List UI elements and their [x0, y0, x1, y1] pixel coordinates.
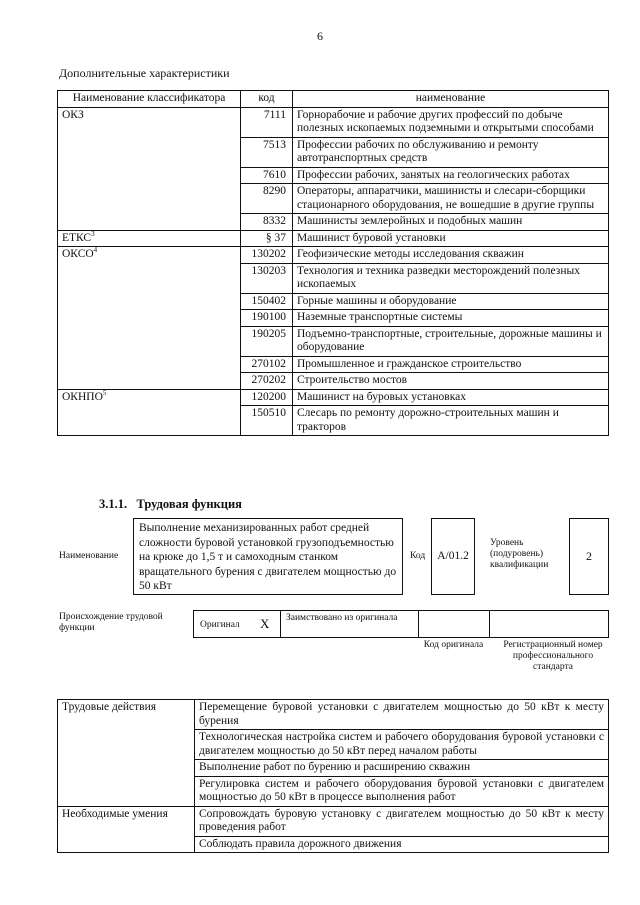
- qualification-level-value: 2: [586, 548, 592, 563]
- classifier-code: 130202: [241, 247, 293, 264]
- classifier-code: 190100: [241, 310, 293, 327]
- classifier-row: [58, 356, 609, 373]
- classifier-row: [58, 263, 609, 293]
- classifier-code: 7610: [241, 167, 293, 184]
- activity-item: Технологическая настройка систем и рабочего оборудования буровой установки с двигателем мощностью до 50 кВт перед началом работы: [195, 730, 609, 760]
- classifier-code: 8332: [241, 214, 293, 231]
- function-heading-title: Трудовая функция: [136, 497, 242, 511]
- classifier-title: Машинист на буровых установках: [293, 389, 609, 406]
- classifier-title: Технология и техника разведки месторождений полезных ископаемых: [293, 263, 609, 293]
- origin-borrowed-label: Заимствовано из оригинала: [286, 613, 398, 623]
- activity-group-label-continued: [58, 776, 195, 806]
- classifier-row: [58, 137, 609, 167]
- classifier-name-continued: [58, 214, 241, 231]
- origin-original-label: Оригинал: [200, 620, 240, 630]
- classifier-name: [58, 247, 241, 264]
- classifier-name-text: ОКНПО: [62, 390, 103, 403]
- classifier-name-continued: [58, 406, 241, 436]
- classifier-title: Наземные транспортные системы: [293, 310, 609, 327]
- classifier-code: 8290: [241, 184, 293, 214]
- activity-row: [58, 836, 609, 853]
- section-heading: Дополнительные характеристики: [59, 66, 230, 80]
- footnote-mark: 5: [102, 388, 107, 397]
- origin-original-mark: X: [260, 616, 270, 631]
- activity-row: [58, 730, 609, 760]
- function-code-value: А/01.2: [437, 549, 469, 562]
- qualification-level-label: Уровень (подуровень) квалификации: [490, 538, 549, 570]
- classifier-code: 150402: [241, 293, 293, 310]
- activity-item: Сопровождать буровую установку с двигателем мощностью до 50 кВт к месту проведения работ: [195, 806, 609, 836]
- classifier-title: Профессии рабочих по обслуживанию и ремонту автотранспортных средств: [293, 137, 609, 167]
- origin-code-caption: Код оригинала: [423, 640, 484, 650]
- activity-row: [58, 760, 609, 777]
- classifier-title: Промышленное и гражданское строительство: [293, 356, 609, 373]
- classifier-name-continued: [58, 167, 241, 184]
- origin-reg-caption: Регистрационный номер профессионального стандарта: [503, 640, 603, 672]
- classifier-code: § 37: [241, 230, 293, 247]
- classifier-title: Операторы, аппаратчики, машинисты и слесари-сборщики стационарного оборудования, не вошедшие в другие группы: [293, 184, 609, 214]
- activity-row: [58, 776, 609, 806]
- classifier-row: [58, 406, 609, 436]
- classifier-row: [58, 107, 609, 137]
- activity-group-label: Необходимые умения: [58, 806, 195, 836]
- function-code-label: Код: [410, 551, 426, 561]
- header-title: наименование: [293, 91, 609, 108]
- activity-item: Выполнение работ по бурению и расширению скважин: [195, 760, 609, 777]
- activity-item: Соблюдать правила дорожного движения: [195, 836, 609, 853]
- classifier-name: [58, 230, 241, 247]
- classifier-code: 7111: [241, 107, 293, 137]
- classifier-title: Машинист буровой установки: [293, 230, 609, 247]
- origin-divider-1: [280, 610, 281, 638]
- classifier-title: Слесарь по ремонту дорожно-строительных машин и тракторов: [293, 406, 609, 436]
- function-heading: [99, 498, 242, 512]
- classifier-code: 120200: [241, 389, 293, 406]
- page-number: 6: [317, 29, 323, 43]
- classifier-table: [57, 90, 609, 436]
- classifier-row: [58, 214, 609, 231]
- classifier-code: 150510: [241, 406, 293, 436]
- classifier-row: [58, 167, 609, 184]
- classifier-name: [58, 107, 241, 137]
- origin-divider-3: [489, 610, 490, 638]
- classifier-name-text: ОКСО: [62, 248, 94, 260]
- classifier-name-continued: [58, 293, 241, 310]
- classifier-row: [58, 389, 609, 406]
- activity-group-label: Трудовые действия: [58, 700, 195, 730]
- classifier-code: 270102: [241, 356, 293, 373]
- classifier-name-text: ЕТКС: [62, 231, 92, 244]
- footnote-mark: 3: [91, 229, 95, 238]
- classifier-row: [58, 310, 609, 327]
- activity-item: Регулировка систем и рабочего оборудования буровой установки с двигателем мощностью до 50 кВт в процессе выполнения работ: [195, 776, 609, 806]
- activity-row: [58, 806, 609, 836]
- origin-label: Происхождение трудовой функции: [59, 612, 163, 633]
- classifier-row: [58, 293, 609, 310]
- classifier-code: 270202: [241, 373, 293, 390]
- classifier-row: [58, 230, 609, 247]
- activity-group-label-continued: [58, 760, 195, 777]
- footnote-mark: 4: [93, 246, 98, 255]
- classifier-title: Профессии рабочих, занятых на геологических работах: [293, 167, 609, 184]
- classifier-code: 130203: [241, 263, 293, 293]
- activity-group-label-continued: [58, 730, 195, 760]
- header-classifier-name: Наименование классификатора: [58, 91, 241, 108]
- classifier-title: Строительство мостов: [293, 373, 609, 390]
- origin-box: [193, 610, 609, 638]
- classifier-row: [58, 373, 609, 390]
- header-code: код: [241, 91, 293, 108]
- classifier-name-continued: [58, 184, 241, 214]
- function-name-label: Наименование: [59, 551, 119, 561]
- classifier-row: [58, 326, 609, 356]
- classifier-title: Машинисты землеройных и подобных машин: [293, 214, 609, 231]
- function-name-box: [133, 518, 403, 595]
- classifier-name-text: ОКЗ: [62, 108, 84, 121]
- activity-row: [58, 700, 609, 730]
- classifier-name-continued: [58, 137, 241, 167]
- activity-group-label-continued: [58, 836, 195, 853]
- origin-divider-2: [418, 610, 419, 638]
- function-heading-number: 3.1.1.: [99, 497, 128, 511]
- classifier-name-continued: [58, 326, 241, 356]
- classifier-title: Геофизические методы исследования скважин: [293, 247, 609, 264]
- activities-table: [57, 699, 609, 853]
- function-name-value: Выполнение механизированных работ средней сложности буровой установкой грузоподъемностью на крюке до 1,5 т и самоходным станком вращательного бурения с двигателем мощностью до 50 кВт: [139, 522, 397, 592]
- classifier-name-continued: [58, 310, 241, 327]
- qualification-level-box: [569, 518, 609, 595]
- classifier-title: Подъемно-транспортные, строительные, дорожные машины и оборудование: [293, 326, 609, 356]
- function-code-box: [431, 518, 475, 595]
- classifier-header-row: [58, 91, 609, 108]
- classifier-row: [58, 247, 609, 264]
- classifier-title: Горнорабочие и рабочие других профессий по добыче полезных ископаемых подземными и открытыми способами: [293, 107, 609, 137]
- classifier-code: 190205: [241, 326, 293, 356]
- classifier-name-continued: [58, 356, 241, 373]
- classifier-name-continued: [58, 373, 241, 390]
- classifier-code: 7513: [241, 137, 293, 167]
- classifier-name: [58, 389, 241, 406]
- classifier-title: Горные машины и оборудование: [293, 293, 609, 310]
- classifier-row: [58, 184, 609, 214]
- activity-item: Перемещение буровой установки с двигателем мощностью до 50 кВт к месту бурения: [195, 700, 609, 730]
- classifier-name-continued: [58, 263, 241, 293]
